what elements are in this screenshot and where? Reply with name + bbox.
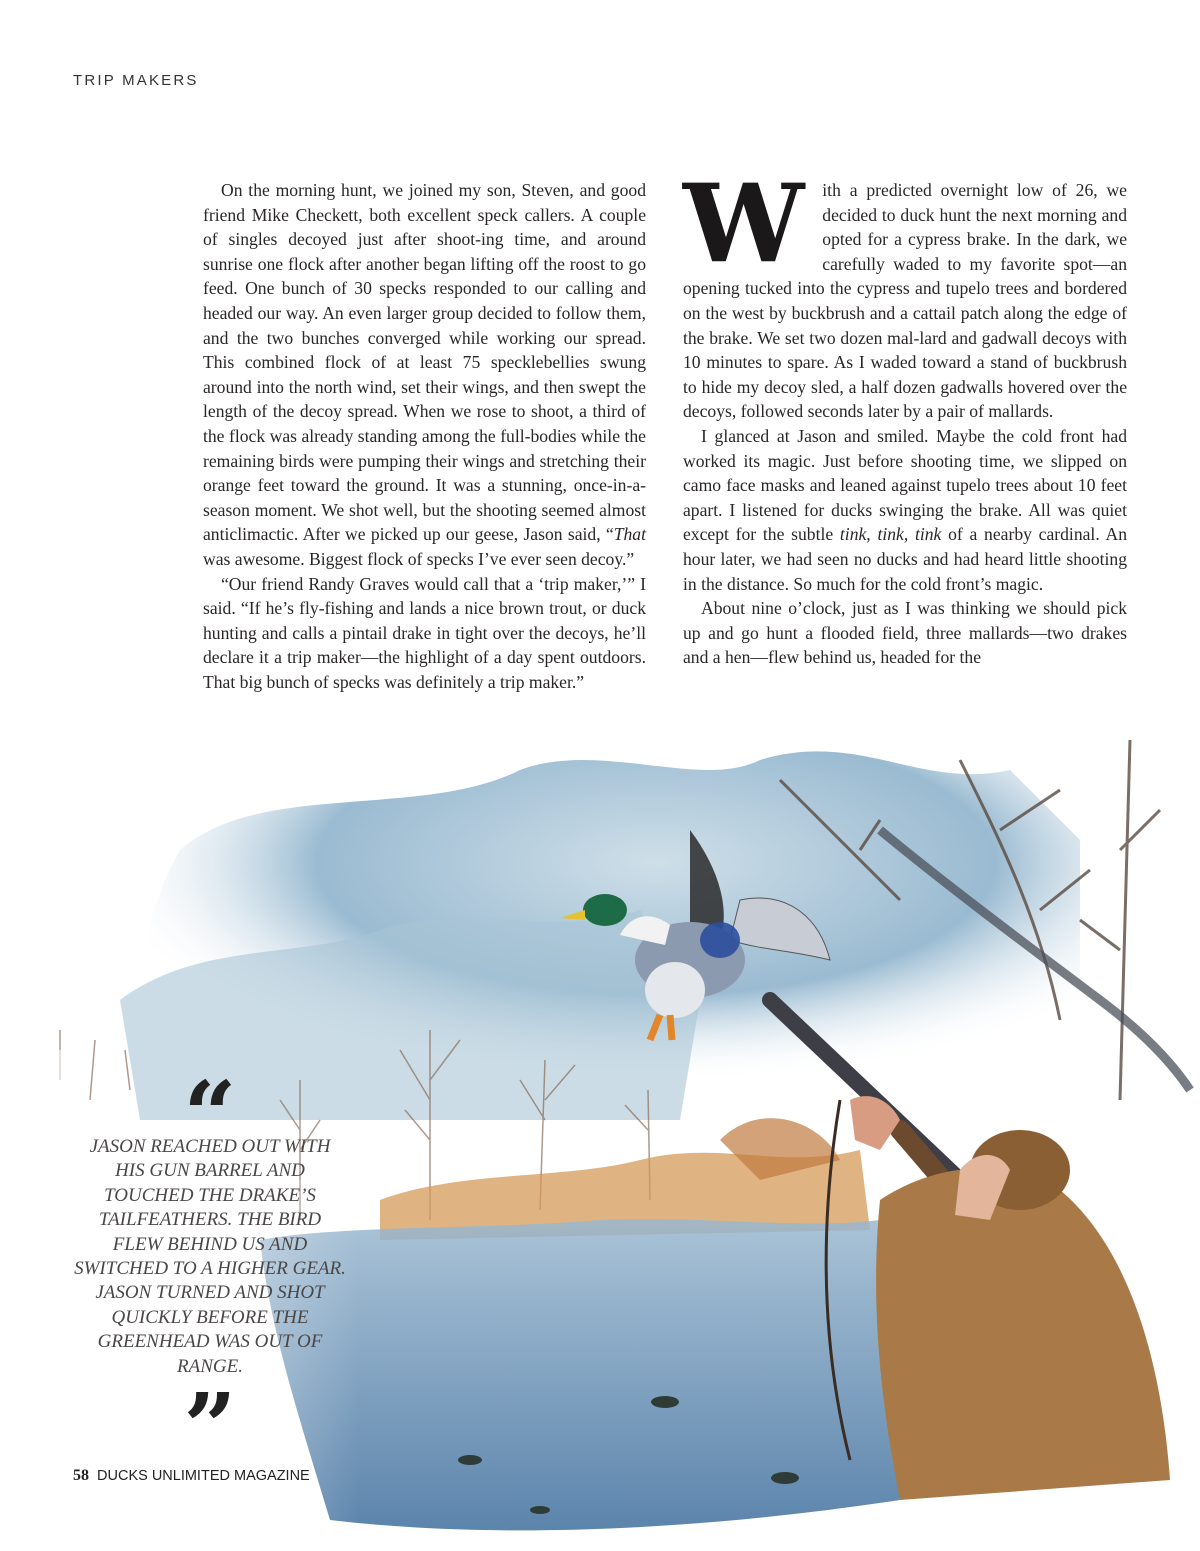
article-column-left bbox=[203, 178, 646, 694]
close-quote-icon: ” bbox=[183, 1373, 237, 1482]
open-quote-icon: “ bbox=[183, 1061, 237, 1169]
paragraph: “Our friend Randy Graves would call that a ‘trip maker,’” I said. “If he’s fly-fishing and lands a nice brown trout, or duck hunting and calls a pintail drake in tight over the decoys, he’ll declare it a trip maker—the highlight of a day spent outdoors. That big bunch of specks was definitely a trip maker.” bbox=[203, 573, 646, 692]
publication-name: DUCKS UNLIMITED MAGAZINE bbox=[97, 1468, 310, 1484]
drop-cap: W bbox=[683, 161, 805, 287]
emphasis: That bbox=[613, 524, 646, 545]
page-number: 58 bbox=[73, 1467, 89, 1484]
paragraph: I glanced at Jason and smiled. Maybe the cold front had worked its magic. Just before shooting time, we slipped on camo face masks and leaned against tupelo trees about 10 feet apart. I listened for ducks swinging the brake. All was quiet except for the subtle tink, tink, tink of a nearby cardinal. An hour later, we had seen no ducks and had heard little shooting in the distance. So much for the cold front’s magic. bbox=[683, 425, 1127, 594]
paragraph: On the morning hunt, we joined my son, Steven, and good friend Mike Checkett, both excellent speck callers. A couple of singles decoyed just after shoot-ing time, and around sunrise one flock after another began lifting off the roost to go feed. One bunch of 30 specks responded to our calling and headed our way. An even larger group decided to follow them, and the two bunches converged while working our spread. This combined flock of at least 75 specklebellies swung around into the north wind, set their wings, and then swept the length of the decoy spread. When we rose to shoot, a third of the flock was already standing among the full-bodies while the remaining birds were pumping their wings and stretching their orange feet toward the ground. It was a stunning, once-in-a-season moment. We shot well, but the shooting seemed almost anticlimactic. After we picked up our geese, Jason said, “That was awesome. Biggest flock of specks I’ve ever seen decoy.” bbox=[203, 180, 646, 569]
paragraph: About nine o’clock, just as I was thinking we should pick up and go hunt a flooded field, three mallards—two drakes and a hen—flew behind us, headed for the bbox=[683, 598, 1127, 668]
article-column-right bbox=[683, 161, 1127, 670]
section-label: TRIP MAKERS bbox=[73, 72, 199, 89]
emphasis: tink, tink, tink bbox=[839, 524, 942, 545]
pull-quote-text: JASON REACHED OUT WITH HIS GUN BARREL AND TOUCHED THE DRAKE’S TAILFEATHERS. THE BIRD FLEW BEHIND US AND SWITCHED TO A HIGHER GEAR. JASON TURNED AND SHOT QUICKLY BEFORE THE GREENHEAD WAS OUT OF RANGE. bbox=[74, 1136, 346, 1377]
paragraph-lead: W ith a predicted overnight low of 26, we decided to duck hunt the next morning and opted for a cypress brake. In the dark, we carefully waded to my favorite spot—an opening tucked into the cypress and tupelo trees and bordered on the west by buckbrush and a cattail patch along the edge of the brake. We set two dozen mal-lard and gadwall decoys with 10 minutes to spare. As I waded toward a stand of buckbrush to hide my decoy sled, a half dozen gadwalls hovered over the decoys, followed seconds later by a pair of mallards. bbox=[683, 161, 1127, 422]
page-footer bbox=[73, 1467, 310, 1485]
